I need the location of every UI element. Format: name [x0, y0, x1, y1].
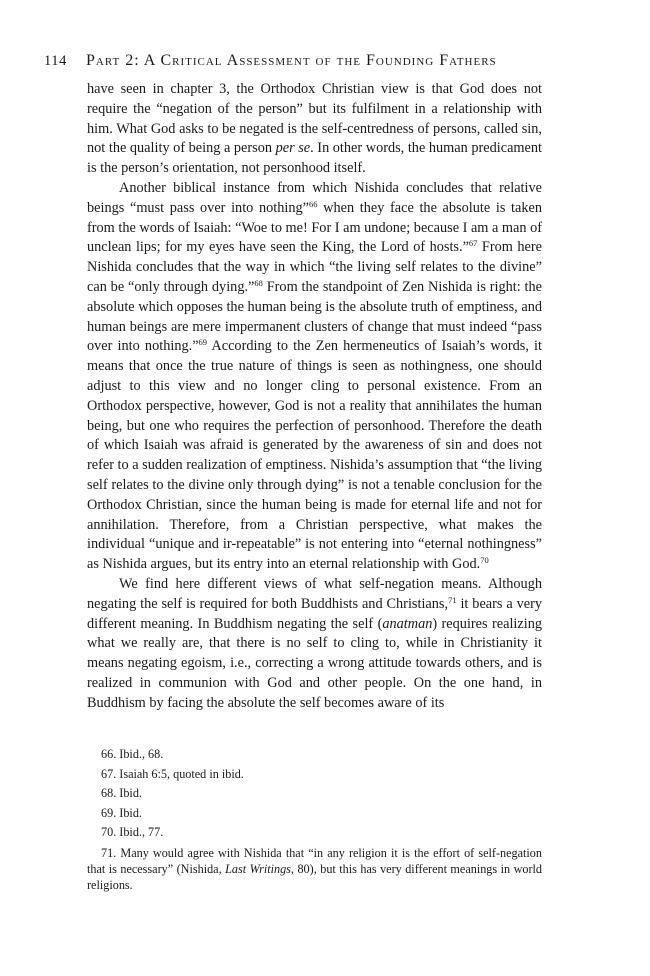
footnote-70: 70. Ibid., 77.	[101, 825, 164, 839]
footnote-ref-67[interactable]: 67	[468, 238, 478, 249]
text-run: ) requires realizing what we really are, that there is no self to cling to, while in Christianity it means negating egoism, i.e., correcting a wrong attitude towards others, and is realized in communion with God and other people. On the one hand, in Buddhism by facing the absolute the self becomes aware of its	[87, 615, 543, 711]
text-run: , 80), but this has very different meanings in world religions.	[87, 861, 543, 892]
paragraph-3	[87, 575, 542, 714]
text-run: According to the Zen hermeneutics of Isaiah’s words, it means that once the true nature of things is seen as nothingness, one should adjust to this view and no longer cling to personal existence. From an Orthodox perspective, however, God is not a reality that annihilates the human being, but one who requires the perfection of personhood. Therefore the death of which Isaiah was afraid is generated by the awareness of sin and does not refer to a sudden realization of emptiness. Nishida’s assumption that “the living self relates to the divine only through dying” is not a tenable conclusion for the Orthodox Christian, since the human being is made for eternal life and not for annihilation. Therefore, from a Christian perspective, what makes the individual “unique and ir-repeatable” is not entering into “eternal nothingness” as Nishida argues, but its entry into an eternal relationship with God.	[87, 338, 543, 573]
footnote-69: 69. Ibid.	[101, 805, 142, 820]
text-run: it bears a very different meaning. In Buddhism negating the self (	[87, 595, 543, 632]
footnote-ref-69[interactable]: 69	[198, 337, 208, 348]
paragraph-2	[87, 179, 542, 575]
text-run: 71. Many would agree with Nishida that “in any religion it is the effort of self-negation that is necessary” (Nishida,	[87, 845, 542, 876]
running-header	[44, 52, 564, 70]
footnote-ref-66[interactable]: 66	[309, 198, 318, 209]
text-run: We find here different views of what self-negation means. Although negating the self is required for both Buddhists and Christians,	[87, 575, 542, 612]
main-text	[87, 80, 542, 714]
italic-title: Last Writings	[225, 861, 291, 876]
page-number: 114	[44, 53, 68, 69]
footnote-68: 68. Ibid.	[101, 786, 142, 800]
italic-term: anatman	[382, 615, 433, 632]
running-title: Part 2: A Critical Assessment of the Founding Fathers	[86, 52, 497, 69]
footnote-71	[87, 845, 542, 893]
footnote-ref-68[interactable]: 68	[254, 277, 263, 288]
text-run: have seen in chapter 3, the Orthodox Christian view is that God does not require the “negation of the person” but its fulfilment in a relationship with him. What God asks to be negated is the self-centredness of persons, called sin, not the quality of being a person	[87, 81, 542, 157]
text-run: when they face the absolute is taken from the words of Isaiah: “Woe to me! For I am undone; because I am a man of unclean lips; for my eyes have seen the King, the Lord of hosts.”	[87, 199, 543, 256]
footnote-ref-71[interactable]: 71	[448, 594, 457, 605]
italic-term: per se	[275, 140, 311, 157]
text-run: From the standpoint of Zen Nishida is right: the absolute which opposes the human being is the absolute truth of emptiness, and human beings are mere impermanent clusters of change that must indeed “pass over into nothing.”	[87, 278, 542, 355]
text-run: From here Nishida concludes that the way in which “the living self relates to the divine” can be “only through dying.”	[87, 239, 543, 295]
footnotes	[87, 745, 542, 893]
footnote-66: 66. Ibid., 68.	[101, 747, 164, 761]
footnote-67: 67. Isaiah 6:5, quoted in ibid.	[101, 766, 244, 781]
text-run: . In other words, the human predicament is the person’s orientation, not personhood itself.	[87, 140, 543, 177]
footnote-ref-70[interactable]: 70	[480, 555, 489, 566]
text-run: Another biblical instance from which Nishida concludes that relative beings “must pass over into nothing”	[87, 179, 542, 216]
paragraph-1	[87, 80, 542, 179]
